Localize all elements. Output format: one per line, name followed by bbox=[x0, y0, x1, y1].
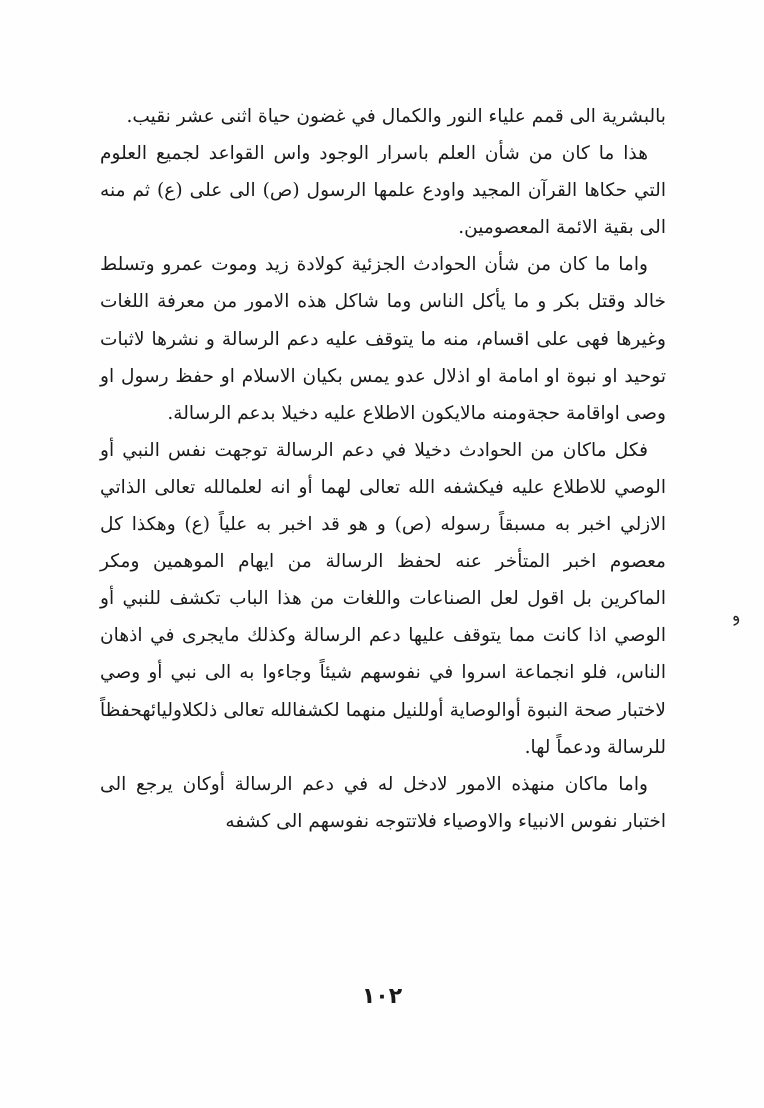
margin-mark: ﻭ bbox=[727, 605, 742, 626]
paragraph-3: واما ما كان من شأن الحوادث الجزئية كولادة زيد وموت عمرو وتسلط خالد وقتل بكر و ما يأكل الناس وما شاكل هذه الامور من معرفة اللغات وغيرها فهى على اقسام، منه ما يتوقف عليه دعم الرسالة و نشرها لاثبات توحيد او نبوة او امامة او اذلال عدو يمس بكيان الاسلام او حفظ رسول او وصى اواقامة حجةومنه مالايكون الاطلاع عليه دخيلا بدعم الرسالة. bbox=[100, 254, 666, 424]
page-number: ١٠٢ bbox=[361, 984, 403, 1009]
paragraph-4: فكل ماكان من الحوادث دخيلا في دعم الرسالة توجهت نفس النبي أو الوصي للاطلاع عليه فيكشفه الله تعالى لهما أو انه لعلمالله تعالى الذاتي الازلي اخبر به مسبقاً رسوله (ص) و هو قد اخبر به علياً (ع) وهكذا كل معصوم اخبر المتأخر عنه لحفظ الرسالة من ايهام الموهمين ومكر الماكرين بل اقول لعل الصناعات واللغات من هذا الباب تكشف للنبي أو الوصي اذا كانت مما يتوقف عليها دعم الرسالة وكذلك مايجرى في اذهان الناس، فلو انجماعة اسروا في نفوسهم شيئاً وجاءوا به الى نبي أو وصي لاختبار صحة النبوة أوالوصاية أوللنيل منهما لكشفالله تعالى ذلكلاوليائهحفظاً للرسالة ودعماً لها. bbox=[100, 439, 666, 758]
paragraph-5: واما ماكان منهذه الامور لادخل له في دعم الرسالة أوكان يرجع الى اختبار نفوس الانبياء والاوصياء فلاتتوجه نفوسهم الى كشفه bbox=[100, 773, 666, 832]
paragraph-2: هذا ما كان من شأن العلم باسرار الوجود واس القواعد لجميع العلوم التي حكاها القرآن المجيد واودع علمها الرسول (ص) الى على (ع) ثم منه الى بقية الائمة المعصومين. bbox=[100, 143, 666, 239]
body-text bbox=[100, 98, 666, 840]
paragraph-1: بالبشرية الى قمم علياء النور والكمال في غضون حياة اثنى عشر نقيب. bbox=[126, 106, 666, 127]
